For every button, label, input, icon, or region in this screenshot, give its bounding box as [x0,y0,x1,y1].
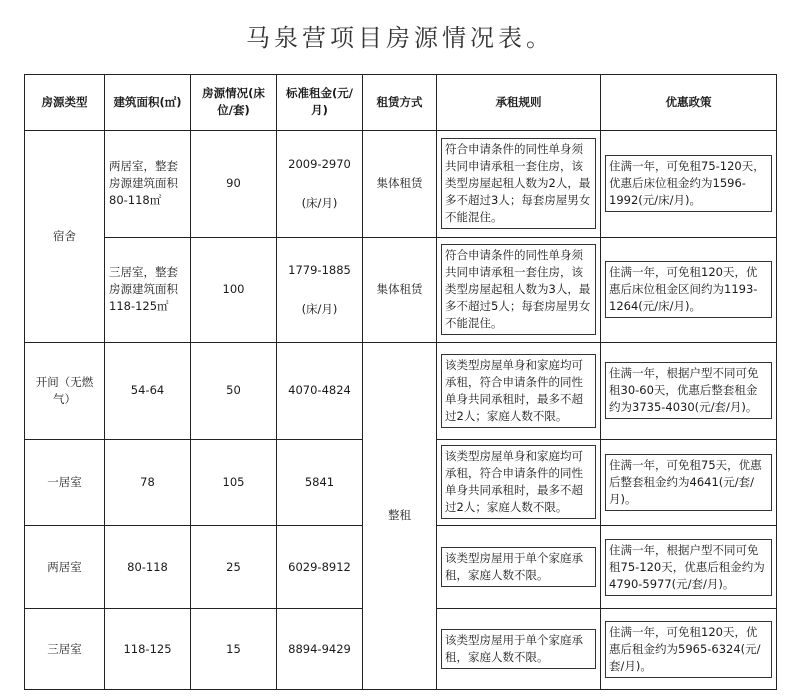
cell-type: 宿舍 [25,130,105,342]
cell-count: 100 [191,237,277,342]
rule-text: 该类型房屋单身和家庭均可承租，符合申请条件的同性单身共同承租时，最多不超过2人；家庭人数不限。 [441,445,596,519]
header-type: 房源类型 [25,75,105,131]
cell-rent [277,237,363,342]
rent-range: 1779-1885 [288,262,351,277]
cell-type: 一居室 [25,439,105,526]
header-policy: 优惠政策 [601,75,777,131]
cell-lease: 集体租赁 [363,130,437,237]
cell-count: 90 [191,130,277,237]
rent-range: 2009-2970 [288,156,351,171]
cell-policy [601,342,777,439]
cell-rent: 6029-8912 [277,526,363,609]
rent-unit: (床/月) [301,195,338,210]
cell-area: 80-118 [105,526,191,609]
page-title: 马泉营项目房源情况表。 [246,24,554,52]
table-row [25,342,777,439]
cell-rent [277,130,363,237]
cell-lease: 集体租赁 [363,237,437,342]
cell-rent: 5841 [277,439,363,526]
cell-area: 54-64 [105,342,191,439]
rule-text: 该类型房屋用于单个家庭承租，家庭人数不限。 [441,629,596,669]
policy-text: 住满一年，可免租75-120天，优惠后床位租金约为1596-1992(元/床/月)。 [605,155,772,212]
cell-rule [437,609,601,690]
header-lease: 租赁方式 [363,75,437,131]
cell-rent: 8894-9429 [277,609,363,690]
rent-unit: (床/月) [301,301,338,316]
cell-area: 两居室，整套房源建筑面积80-118㎡ [105,130,191,237]
cell-policy [601,526,777,609]
cell-type: 两居室 [25,526,105,609]
rule-text: 符合申请条件的同性单身须共同申请承租一套住房，该类型房屋起租人数为3人，最多不超过5人；每套房屋男女不能混住。 [441,244,596,335]
rule-text: 该类型房屋用于单个家庭承租，家庭人数不限。 [441,547,596,587]
table-row [25,130,777,237]
cell-type: 三居室 [25,609,105,690]
cell-rule [437,439,601,526]
rule-text: 该类型房屋单身和家庭均可承租，符合申请条件的同性单身共同承租时，最多不超过2人；家庭人数不限。 [441,354,596,428]
header-rent: 标准租金(元/月) [277,75,363,131]
table-row [25,237,777,342]
cell-count: 25 [191,526,277,609]
cell-count: 50 [191,342,277,439]
cell-rule [437,526,601,609]
policy-text: 住满一年，可免租120天，优惠后床位租金区间约为1193-1264(元/床/月)。 [605,261,772,318]
policy-text: 住满一年，根据户型不同可免租30-60天，优惠后整套租金约为3735-4030(元/套/月)。 [605,362,772,419]
cell-policy [601,609,777,690]
cell-rule [437,130,601,237]
housing-table [24,74,777,690]
cell-rule [437,237,601,342]
rule-text: 符合申请条件的同性单身须共同申请承租一套住房，该类型房屋起租人数为2人，最多不超过3人；每套房屋男女不能混住。 [441,138,596,229]
cell-policy [601,130,777,237]
header-area: 建筑面积(㎡) [105,75,191,131]
policy-text: 住满一年，可免租120天，优惠后租金约为5965-6324(元/套/月)。 [605,621,772,678]
header-rule: 承租规则 [437,75,601,131]
cell-area: 78 [105,439,191,526]
cell-policy [601,237,777,342]
cell-rent: 4070-4824 [277,342,363,439]
policy-text: 住满一年，根据户型不同可免租75-120天，优惠后租金约为4790-5977(元/套/月)。 [605,539,772,596]
header-count: 房源情况(床位/套) [191,75,277,131]
policy-text: 住满一年，可免租75天，优惠后整套租金约为4641(元/套/月)。 [605,454,772,511]
cell-area: 三居室，整套房源建筑面积118-125㎡ [105,237,191,342]
cell-type: 开间（无燃气） [25,342,105,439]
cell-rule [437,342,601,439]
cell-count: 105 [191,439,277,526]
cell-area: 118-125 [105,609,191,690]
cell-policy [601,439,777,526]
table-header-row [25,75,777,131]
cell-lease: 整租 [363,342,437,689]
cell-count: 15 [191,609,277,690]
